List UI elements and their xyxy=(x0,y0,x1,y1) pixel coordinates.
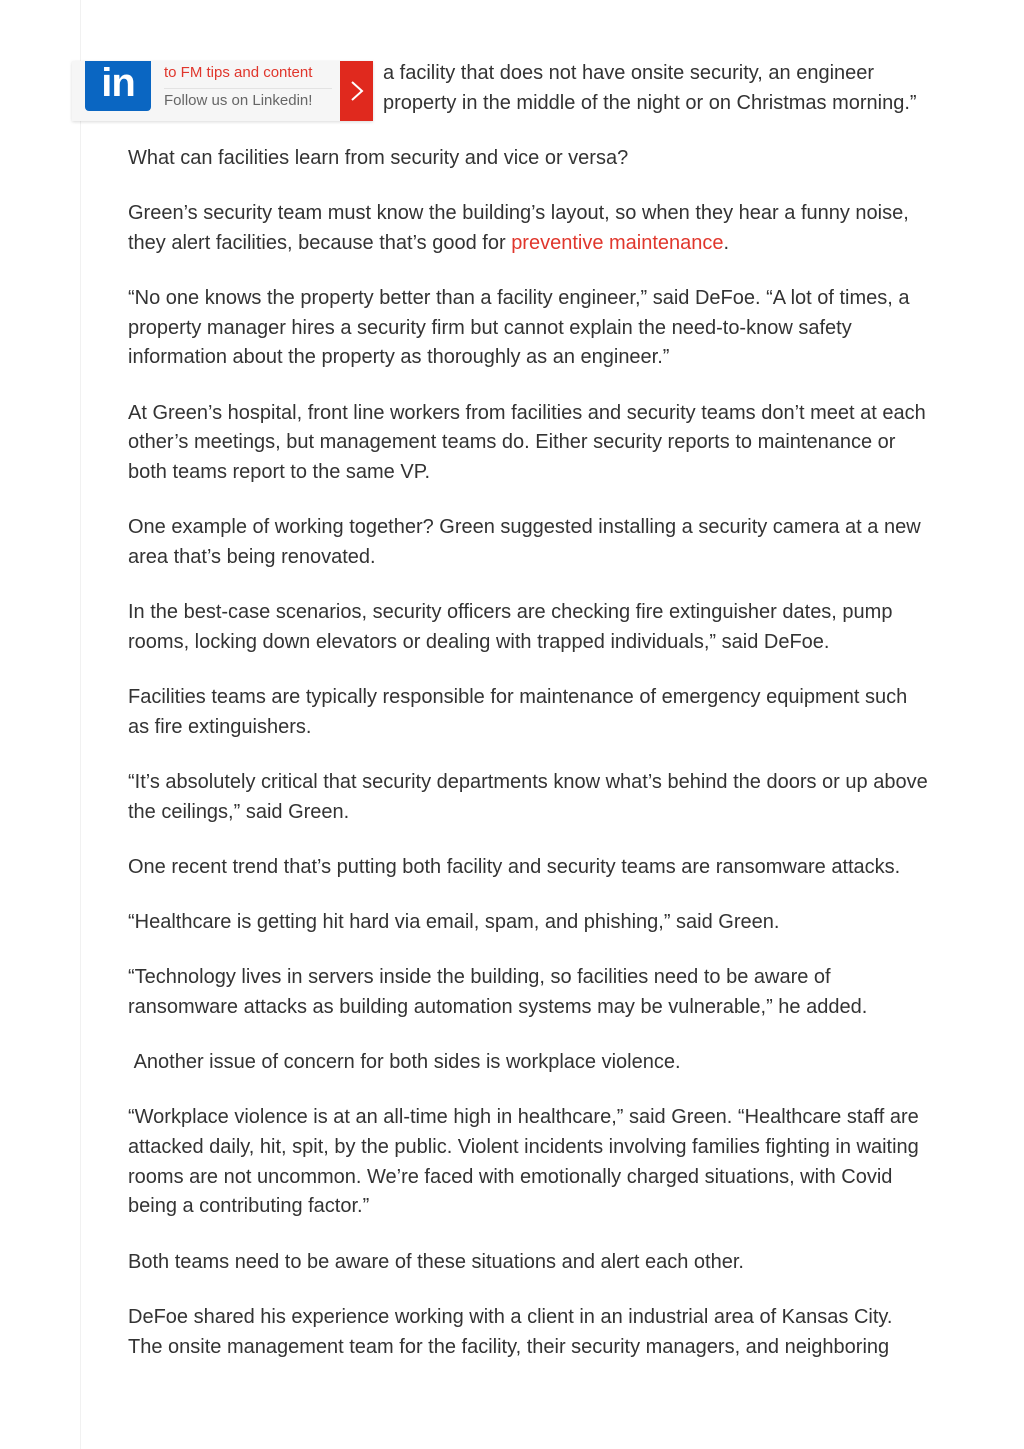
article-paragraph: Facilities teams are typically responsible for maintenance of emergency equipment such as fire extinguishers. xyxy=(128,686,908,738)
paragraph-text-line: property in the middle of the night or on Christmas morning.” xyxy=(383,91,917,114)
linkedin-banner-text[interactable] xyxy=(164,63,332,111)
follow-linkedin-link[interactable]: Follow us on Linkedin! xyxy=(164,92,313,109)
banner-divider xyxy=(164,88,332,89)
article-body xyxy=(128,59,928,1388)
article-paragraph: “Technology lives in servers inside the building, so facilities need to be aware of ransomware attacks as building automation systems may be vulnerable,” he added. xyxy=(128,966,868,1018)
article-paragraph: One recent trend that’s putting both facility and security teams are ransomware attacks. xyxy=(128,855,901,878)
article-paragraph: “It’s absolutely critical that security departments know what’s behind the doors or up above the ceilings,” said Green. xyxy=(128,770,928,823)
article-paragraph xyxy=(128,199,928,258)
article-paragraph: What can facilities learn from security and vice or versa? xyxy=(128,146,629,169)
article-paragraph: At Green’s hospital, front line workers from facilities and security teams don’t meet at each other’s meetings, but management teams do. Either security reports to maintenance or both teams report to the same VP. xyxy=(128,401,926,484)
article-paragraph: “Healthcare is getting hit hard via email, spam, and phishing,” said Green. xyxy=(128,911,780,934)
fm-tips-link[interactable]: to FM tips and content xyxy=(164,64,313,81)
article-paragraph: “No one knows the property better than a facility engineer,” said DeFoe. “A lot of times, a property manager hires a security firm but cannot explain the need-to-know safety information about the property as thoroughly as an engineer.” xyxy=(128,287,910,369)
article-paragraph: Both teams need to be aware of these situations and alert each other. xyxy=(128,1250,744,1273)
article-paragraph: One example of working together? Green suggested installing a security camera at a new area that’s being renovated. xyxy=(128,516,921,568)
paragraph-text-line: a facility that does not have onsite security, an engineer xyxy=(383,62,875,84)
chevron-right-icon xyxy=(350,80,364,102)
paragraph-text: Green’s security team must know the building’s layout, so when they hear a funny noise, they alert facilities, because that’s good for xyxy=(128,202,909,254)
article-paragraph: DeFoe shared his experience working with a client in an industrial area of Kansas City. The onsite management team for the facility, their security managers, and neighboring xyxy=(128,1305,893,1358)
linkedin-logo-icon[interactable]: in xyxy=(85,61,151,111)
article-paragraph: “Workplace violence is at an all-time high in healthcare,” said Green. “Healthcare staff are attacked daily, hit, spit, by the public. Violent incidents involving families fighting in waiting rooms are not uncommon. We’re faced with emotionally charged situations, with Covid being a contributing factor.” xyxy=(128,1106,919,1218)
page-left-divider xyxy=(80,0,81,1449)
preventive-maintenance-link[interactable]: preventive maintenance xyxy=(511,231,724,254)
paragraph-text: . xyxy=(723,231,730,254)
linkedin-follow-banner[interactable] xyxy=(72,61,373,121)
article-paragraph: In the best-case scenarios, security officers are checking fire extinguisher dates, pump rooms, locking down elevators or dealing with trapped individuals,” said DeFoe. xyxy=(128,601,893,653)
banner-next-button[interactable] xyxy=(340,61,373,121)
article-paragraph: Another issue of concern for both sides is workplace violence. xyxy=(128,1051,681,1074)
